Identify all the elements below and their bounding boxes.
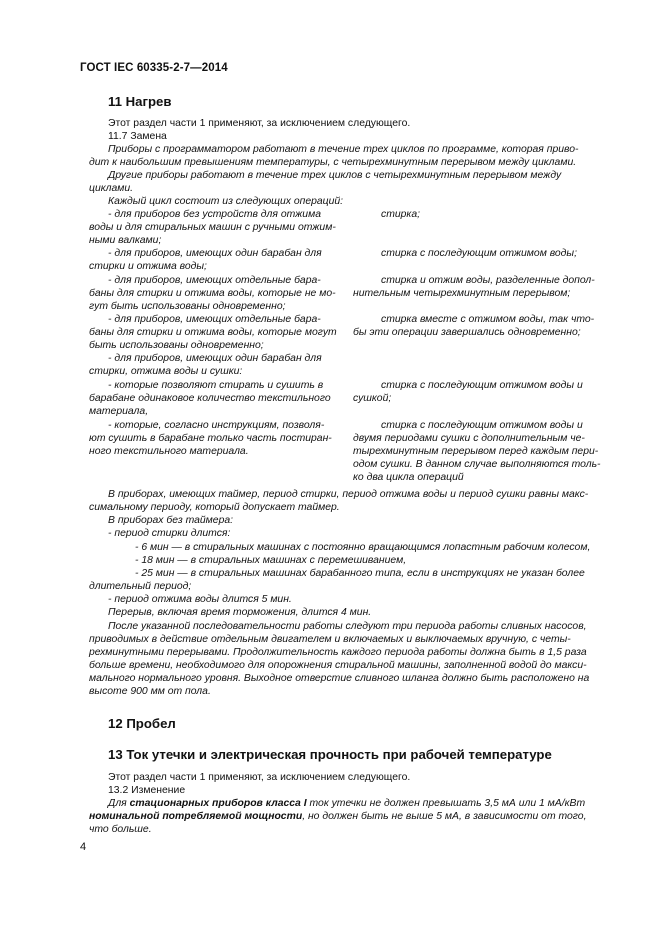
section-13-title: 13 Ток утечки и электрическая прочность при рабочей температуре: [108, 747, 552, 762]
paragraph-line: что больше.: [89, 824, 152, 835]
op-left-line: баны для стирки и отжима воды, которые не мо-: [89, 288, 336, 299]
op-left-line: баны для стирки и отжима воды, которые могут: [89, 327, 337, 338]
op-left-line: быть использованы одновременно;: [89, 340, 264, 351]
subsection-11-7: 11.7 Замена: [108, 131, 167, 142]
op-left-line: - для приборов без устройств для отжима: [108, 209, 321, 220]
op-left-line: барабане одинаковое количество текстильного: [89, 393, 331, 404]
op-left-line: - для приборов, имеющих один барабан для: [108, 248, 322, 259]
term-bold: номинальной потребляемой мощности: [89, 811, 303, 822]
op-left-line: материала,: [89, 406, 149, 417]
op-left-line: гут быть использованы одновременно;: [89, 301, 286, 312]
op-right-line: стирка с последующим отжимом воды и: [381, 420, 583, 431]
document-header: ГОСТ IEC 60335-2-7—2014: [80, 62, 228, 74]
paragraph-line: циклами.: [89, 183, 134, 194]
op-left-line: воды и для стиральных машин с ручными отжим-: [89, 222, 336, 233]
section-11-title: 11 Нагрев: [108, 94, 172, 109]
paragraph-line: [108, 797, 585, 810]
section-11-intro: Этот раздел части 1 применяют, за исключением следующего.: [108, 118, 411, 129]
op-left-line: - которые, согласно инструкциям, позволя-: [108, 420, 325, 431]
op-left-line: стирки, отжима воды и сушки:: [89, 366, 243, 377]
op-left-line: - для приборов, имеющих отдельные бара-: [108, 314, 321, 325]
paragraph-line: дит к наибольшим превышениям температуры, с четырехминутным перерывом между циклами.: [89, 157, 577, 168]
op-right-line: двумя периодами сушки с дополнительным че-: [353, 433, 585, 444]
paragraph-line: В приборах, имеющих таймер, период стирки, период отжима воды и период сушки равны макс-: [108, 489, 589, 500]
section-13-intro: Этот раздел части 1 применяют, за исключением следующего.: [108, 772, 411, 783]
op-right-line: нительным четырехминутным перерывом;: [353, 288, 571, 299]
op-left-line: ными валками;: [89, 235, 162, 246]
paragraph-line: Перерыв, включая время торможения, длится 4 мин.: [108, 607, 372, 618]
paragraph-line: - 6 мин — в стиральных машинах с постоянно вращающимся лопастным рабочим колесом,: [135, 542, 591, 553]
section-12-title: 12 Пробел: [108, 716, 176, 731]
op-right-line: стирка и отжим воды, разделенные допол-: [381, 275, 595, 286]
paragraph-line: Другие приборы работают в течение трех циклов с четырехминутным перерывом между: [108, 170, 562, 181]
op-right-line: стирка с последующим отжимом воды;: [381, 248, 577, 259]
op-right-line: ко два цикла операций: [353, 472, 464, 483]
op-right-line: сушкой;: [353, 393, 392, 404]
paragraph-line: больше времени, необходимого для опорожнения стиральной машины, заполненной водой до макси-: [89, 660, 587, 671]
op-right-line: бы эти операции завершались одновременно;: [353, 327, 581, 338]
text-run: , но должен быть не выше 5 мА, в зависимости от того,: [302, 811, 587, 822]
op-left-line: стирки и отжима воды;: [89, 261, 207, 272]
op-right-line: тырехминутным перерывом перед каждым пери-: [353, 446, 599, 457]
paragraph-line: - период отжима воды длится 5 мин.: [108, 594, 292, 605]
op-right-line: одом сушки. В данном случае выполняются толь-: [353, 459, 601, 470]
text-run: ток утечки не должен превышать 3,5 мА или 1 мА/кВт: [306, 798, 586, 809]
op-right-line: стирка вместе с отжимом воды, так что-: [381, 314, 595, 325]
page-number: 4: [80, 841, 87, 853]
op-left-line: - для приборов, имеющих один барабан для: [108, 353, 322, 364]
paragraph-line: длительный период;: [89, 581, 192, 592]
op-left-line: ют сушить в барабане только часть постиран-: [89, 433, 332, 444]
paragraph-line: После указанной последовательности работы следуют три периода работы сливных насосов,: [108, 621, 587, 632]
paragraph-line: [89, 810, 586, 823]
paragraph-line: Каждый цикл состоит из следующих операций:: [108, 196, 344, 207]
op-left-line: - которые позволяют стирать и сушить в: [108, 380, 324, 391]
paragraph-line: мального нормального уровня. Выходное отверстие сливного шланга должно быть расположено на: [89, 673, 590, 684]
paragraph-line: приводимых в действие отдельным двигателем и включаемых и выключаемых вручную, с четы-: [89, 634, 571, 645]
op-right-line: стирка;: [381, 209, 420, 220]
paragraph-line: рехминутными перерывами. Продолжительность каждого периода работы должна быть в 1,5 раза: [89, 647, 587, 658]
term-bold: стационарных приборов класса I: [129, 798, 307, 809]
op-left-line: - для приборов, имеющих отдельные бара-: [108, 275, 321, 286]
paragraph-line: - 18 мин — в стиральных машинах с перемешиванием,: [135, 555, 407, 566]
paragraph-line: Приборы с программатором работают в течение трех циклов по программе, которая приво-: [108, 144, 579, 155]
paragraph-line: В приборах без таймера:: [108, 515, 234, 526]
text-run: Для: [108, 798, 130, 809]
subsection-13-2: 13.2 Изменение: [108, 785, 186, 796]
paragraph-line: симальному периоду, который допускает таймер.: [89, 502, 340, 513]
paragraph-line: высоте 900 мм от пола.: [89, 686, 211, 697]
paragraph-line: - период стирки длится:: [108, 528, 231, 539]
op-left-line: ного текстильного материала.: [89, 446, 249, 457]
paragraph-line: - 25 мин — в стиральных машинах барабанного типа, если в инструкциях не указан более: [135, 568, 585, 579]
op-right-line: стирка с последующим отжимом воды и: [381, 380, 583, 391]
